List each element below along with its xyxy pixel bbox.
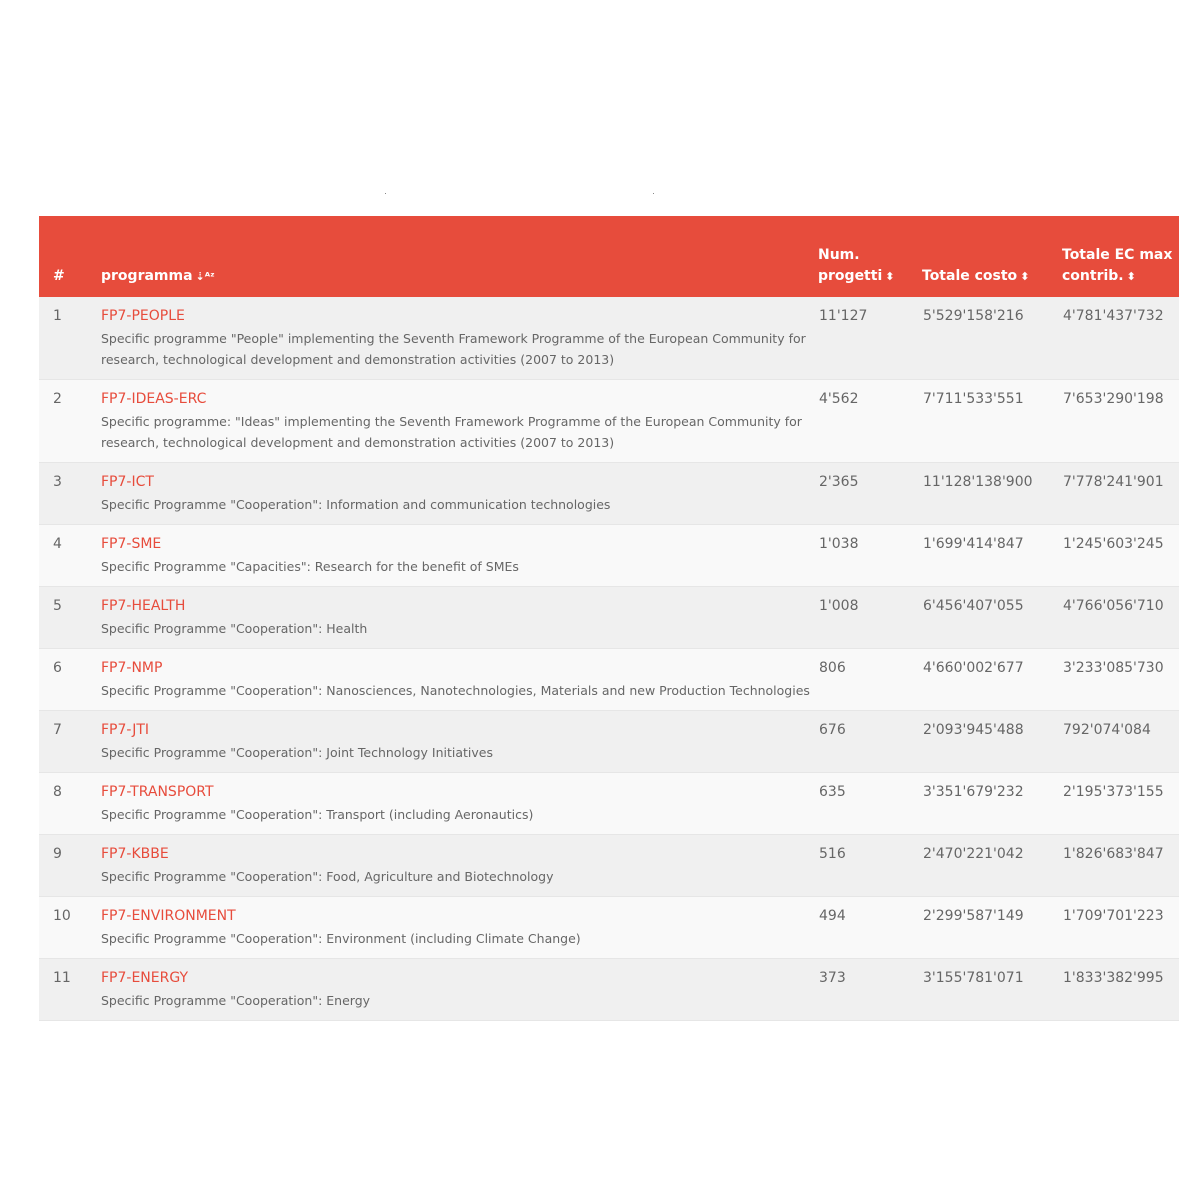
program-cell	[101, 525, 818, 587]
table-row	[39, 380, 1179, 463]
row-index: 9	[39, 835, 101, 897]
ec-max-cell: 1'245'603'245	[1062, 525, 1179, 587]
ec-max-cell: 7'778'241'901	[1062, 463, 1179, 525]
row-index: 1	[39, 297, 101, 380]
total-cost-cell: 5'529'158'216	[922, 297, 1062, 380]
program-cell	[101, 380, 818, 463]
table-row	[39, 525, 1179, 587]
header-index	[39, 216, 101, 297]
ec-max-cell: 4'766'056'710	[1062, 587, 1179, 649]
header-total-cost[interactable]	[922, 216, 1062, 297]
program-code-link[interactable]: FP7-IDEAS-ERC	[101, 391, 207, 407]
program-cell	[101, 463, 818, 525]
table-body	[39, 297, 1179, 1021]
program-code-link[interactable]: FP7-TRANSPORT	[101, 784, 214, 800]
program-cell	[101, 297, 818, 380]
row-index: 8	[39, 773, 101, 835]
table-row	[39, 959, 1179, 1021]
decorative-dot	[385, 193, 386, 194]
ec-max-cell: 4'781'437'732	[1062, 297, 1179, 380]
table-row	[39, 835, 1179, 897]
total-cost-cell: 1'699'414'847	[922, 525, 1062, 587]
total-cost-cell: 7'711'533'551	[922, 380, 1062, 463]
row-index: 10	[39, 897, 101, 959]
total-cost-cell: 2'093'945'488	[922, 711, 1062, 773]
table-row	[39, 297, 1179, 380]
sort-alpha-icon[interactable]: ⇣ᴬᶻ	[195, 270, 215, 283]
num-projects-cell: 2'365	[818, 463, 922, 525]
ec-max-cell: 1'826'683'847	[1062, 835, 1179, 897]
program-cell	[101, 587, 818, 649]
num-projects-cell: 676	[818, 711, 922, 773]
program-description: Specific Programme "Capacities": Research for the benefit of SMEs	[101, 559, 519, 574]
programs-table-container	[39, 216, 1179, 1021]
num-projects-cell: 4'562	[818, 380, 922, 463]
program-description: Specific Programme "Cooperation": Energy	[101, 993, 371, 1008]
program-code-link[interactable]: FP7-ENERGY	[101, 970, 189, 986]
header-num-projects[interactable]	[818, 216, 922, 297]
program-cell	[101, 773, 818, 835]
table-header	[39, 216, 1179, 297]
program-cell	[101, 835, 818, 897]
num-projects-cell: 806	[818, 649, 922, 711]
ec-max-cell: 2'195'373'155	[1062, 773, 1179, 835]
program-code-link[interactable]: FP7-ICT	[101, 474, 154, 490]
program-cell	[101, 897, 818, 959]
program-description: Specific Programme "Cooperation": Environment (including Climate Change)	[101, 931, 581, 946]
program-code-link[interactable]: FP7-ENVIRONMENT	[101, 908, 236, 924]
total-cost-cell: 2'470'221'042	[922, 835, 1062, 897]
program-description: Specific Programme "Cooperation": Health	[101, 621, 368, 636]
ec-max-cell: 1'709'701'223	[1062, 897, 1179, 959]
ec-max-cell: 792'074'084	[1062, 711, 1179, 773]
table-row	[39, 897, 1179, 959]
sort-icon[interactable]: ⬍	[1020, 270, 1030, 283]
total-cost-cell: 6'456'407'055	[922, 587, 1062, 649]
header-program[interactable]	[101, 216, 818, 297]
program-cell	[101, 959, 818, 1021]
row-index: 7	[39, 711, 101, 773]
header-total-cost-label: Totale costo	[922, 268, 1018, 284]
program-code-link[interactable]: FP7-JTI	[101, 722, 150, 738]
row-index: 6	[39, 649, 101, 711]
program-description: Specific Programme "Cooperation": Nanosciences, Nanotechnologies, Materials and new Production Technologies	[101, 683, 810, 698]
table-row	[39, 773, 1179, 835]
program-code-link[interactable]: FP7-KBBE	[101, 846, 169, 862]
program-cell	[101, 649, 818, 711]
table-row	[39, 711, 1179, 773]
program-code-link[interactable]: FP7-NMP	[101, 660, 163, 676]
total-cost-cell: 4'660'002'677	[922, 649, 1062, 711]
num-projects-cell: 635	[818, 773, 922, 835]
ec-max-cell: 7'653'290'198	[1062, 380, 1179, 463]
num-projects-cell: 494	[818, 897, 922, 959]
header-program-label: programma	[101, 268, 193, 284]
program-description: Specific Programme "Cooperation": Transport (including Aeronautics)	[101, 807, 534, 822]
table-row	[39, 649, 1179, 711]
row-index: 3	[39, 463, 101, 525]
row-index: 11	[39, 959, 101, 1021]
total-cost-cell: 2'299'587'149	[922, 897, 1062, 959]
program-cell	[101, 711, 818, 773]
header-ec-max[interactable]	[1062, 216, 1179, 297]
row-index: 2	[39, 380, 101, 463]
num-projects-cell: 1'008	[818, 587, 922, 649]
total-cost-cell: 3'155'781'071	[922, 959, 1062, 1021]
program-description: Specific Programme "Cooperation": Food, Agriculture and Biotechnology	[101, 869, 554, 884]
num-projects-cell: 516	[818, 835, 922, 897]
header-index-label: #	[53, 268, 65, 284]
row-index: 4	[39, 525, 101, 587]
sort-icon[interactable]: ⬍	[1126, 270, 1136, 283]
total-cost-cell: 11'128'138'900	[922, 463, 1062, 525]
program-description: Specific programme "People" implementing the Seventh Framework Programme of the European Community for research, technological development and demonstration activities (2007 to 2013)	[101, 331, 806, 367]
program-code-link[interactable]: FP7-PEOPLE	[101, 308, 185, 324]
programs-table	[39, 216, 1179, 1021]
num-projects-cell: 1'038	[818, 525, 922, 587]
ec-max-cell: 1'833'382'995	[1062, 959, 1179, 1021]
program-description: Specific programme: "Ideas" implementing the Seventh Framework Programme of the European Community for research, technological development and demonstration activities (2007 to 2013)	[101, 414, 802, 450]
header-num-projects-label: Num. progetti	[818, 247, 883, 284]
num-projects-cell: 373	[818, 959, 922, 1021]
table-row	[39, 587, 1179, 649]
program-description: Specific Programme "Cooperation": Joint Technology Initiatives	[101, 745, 493, 760]
program-description: Specific Programme "Cooperation": Information and communication technologies	[101, 497, 611, 512]
ec-max-cell: 3'233'085'730	[1062, 649, 1179, 711]
program-code-link[interactable]: FP7-SME	[101, 536, 162, 552]
header-ec-max-label: Totale EC max contrib.	[1062, 247, 1173, 284]
table-row	[39, 463, 1179, 525]
program-code-link[interactable]: FP7-HEALTH	[101, 598, 186, 614]
num-projects-cell: 11'127	[818, 297, 922, 380]
row-index: 5	[39, 587, 101, 649]
sort-icon[interactable]: ⬍	[885, 270, 895, 283]
decorative-dot	[653, 193, 654, 194]
total-cost-cell: 3'351'679'232	[922, 773, 1062, 835]
